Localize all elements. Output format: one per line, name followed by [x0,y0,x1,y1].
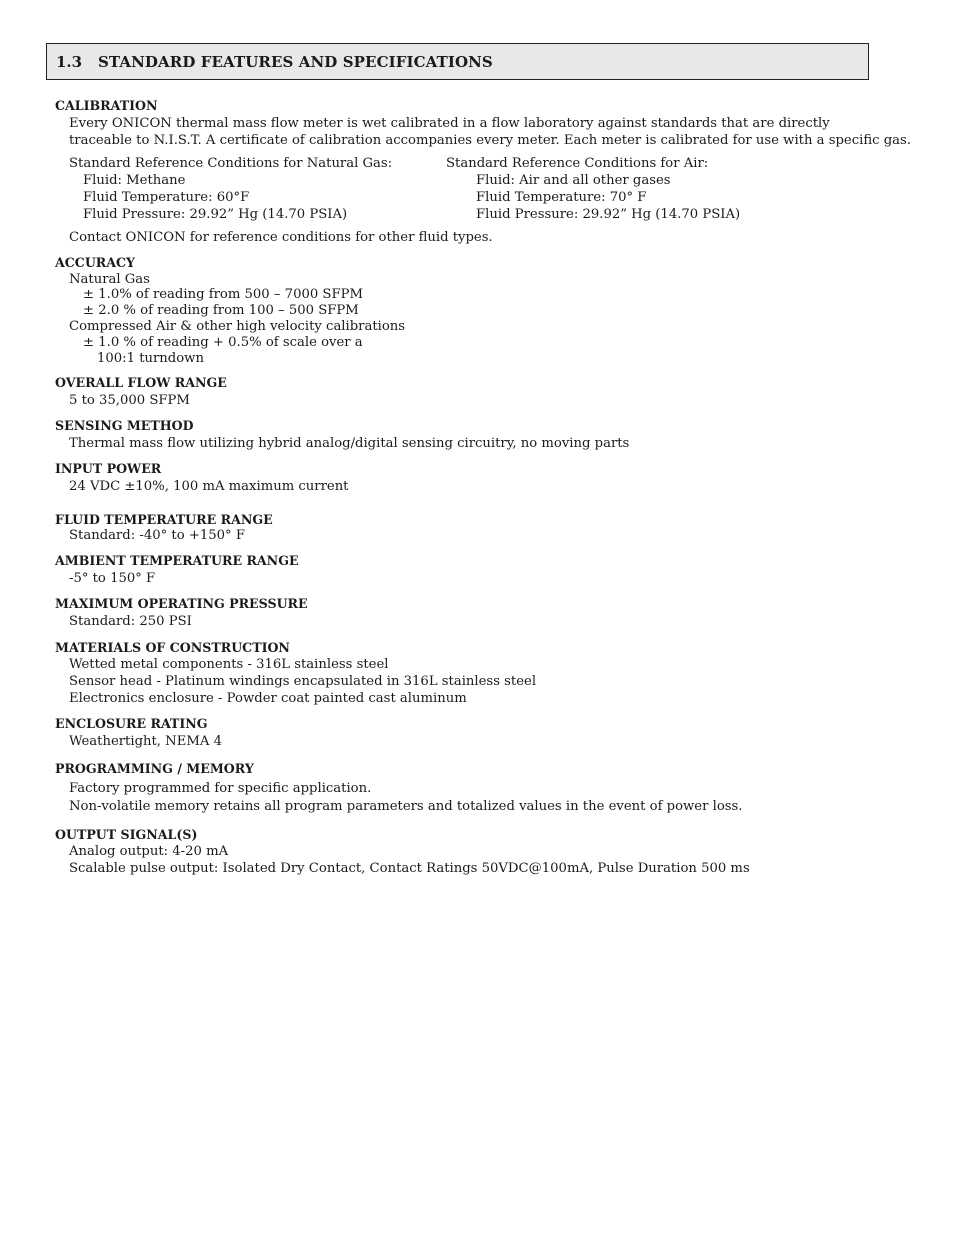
natural-gas-ref-title: Standard Reference Conditions for Natural Gas: [69,156,393,171]
natural-gas-fluid: Fluid: Methane [83,173,186,188]
accuracy-natural-gas: Natural Gas [69,272,150,287]
accuracy-ca-line2: 100:1 turndown [97,351,204,366]
air-fluid: Fluid: Air and all other gases [476,173,671,188]
fluid-temp-heading: FLUID TEMPERATURE RANGE [55,512,273,527]
programming-heading: PROGRAMMING / MEMORY [55,761,254,776]
accuracy-ng-line2: ± 2.0 % of reading from 100 – 500 SFPM [83,303,359,318]
ambient-temp-value: -5° to 150° F [69,571,156,586]
input-power-value: 24 VDC ±10%, 100 mA maximum current [69,479,349,494]
programming-line1: Factory programmed for specific application. [69,781,372,796]
section-header [46,43,869,80]
accuracy-heading: ACCURACY [55,255,136,270]
flow-range-heading: OVERALL FLOW RANGE [55,375,227,390]
section-number: 1.3 [56,53,83,71]
output-line1: Analog output: 4-20 mA [69,844,229,859]
air-pressure: Fluid Pressure: 29.92” Hg (14.70 PSIA) [476,207,741,222]
flow-range-value: 5 to 35,000 SFPM [69,393,190,408]
air-ref-title: Standard Reference Conditions for Air: [446,156,709,171]
sensing-heading: SENSING METHOD [55,418,194,433]
calibration-text-line1: Every ONICON thermal mass flow meter is wet calibrated in a flow laboratory against standards that are directly [69,116,830,131]
materials-line1: Wetted metal components - 316L stainless steel [69,657,389,672]
max-pressure-heading: MAXIMUM OPERATING PRESSURE [55,596,308,611]
programming-line2: Non-volatile memory retains all program parameters and totalized values in the event of power loss. [69,799,743,814]
accuracy-compressed-air: Compressed Air & other high velocity calibrations [69,319,406,334]
output-line2: Scalable pulse output: Isolated Dry Contact, Contact Ratings 50VDC@100mA, Pulse Duration 500 ms [69,861,750,876]
enclosure-value: Weathertight, NEMA 4 [69,734,222,749]
sensing-value: Thermal mass flow utilizing hybrid analog/digital sensing circuitry, no moving parts [69,436,630,451]
air-temperature: Fluid Temperature: 70° F [476,190,647,205]
ambient-temp-heading: AMBIENT TEMPERATURE RANGE [55,553,299,568]
natural-gas-pressure: Fluid Pressure: 29.92” Hg (14.70 PSIA) [83,207,348,222]
output-heading: OUTPUT SIGNAL(S) [55,827,198,842]
accuracy-ca-line1: ± 1.0 % of reading + 0.5% of scale over a [83,335,363,350]
natural-gas-temperature: Fluid Temperature: 60°F [83,190,250,205]
materials-line2: Sensor head - Platinum windings encapsulated in 316L stainless steel [69,674,537,689]
enclosure-heading: ENCLOSURE RATING [55,716,208,731]
section-title: STANDARD FEATURES AND SPECIFICATIONS [98,53,493,71]
materials-heading: MATERIALS OF CONSTRUCTION [55,640,290,655]
fluid-temp-value: Standard: -40° to +150° F [69,528,245,543]
materials-line3: Electronics enclosure - Powder coat painted cast aluminum [69,691,467,706]
calibration-text-line2: traceable to N.I.S.T. A certificate of calibration accompanies every meter. Each meter is calibrated for use with a specific gas. [69,133,911,148]
calibration-contact-note: Contact ONICON for reference conditions for other fluid types. [69,230,493,245]
calibration-heading: CALIBRATION [55,98,158,113]
input-power-heading: INPUT POWER [55,461,162,476]
max-pressure-value: Standard: 250 PSI [69,614,192,629]
accuracy-ng-line1: ± 1.0% of reading from 500 – 7000 SFPM [83,287,363,302]
